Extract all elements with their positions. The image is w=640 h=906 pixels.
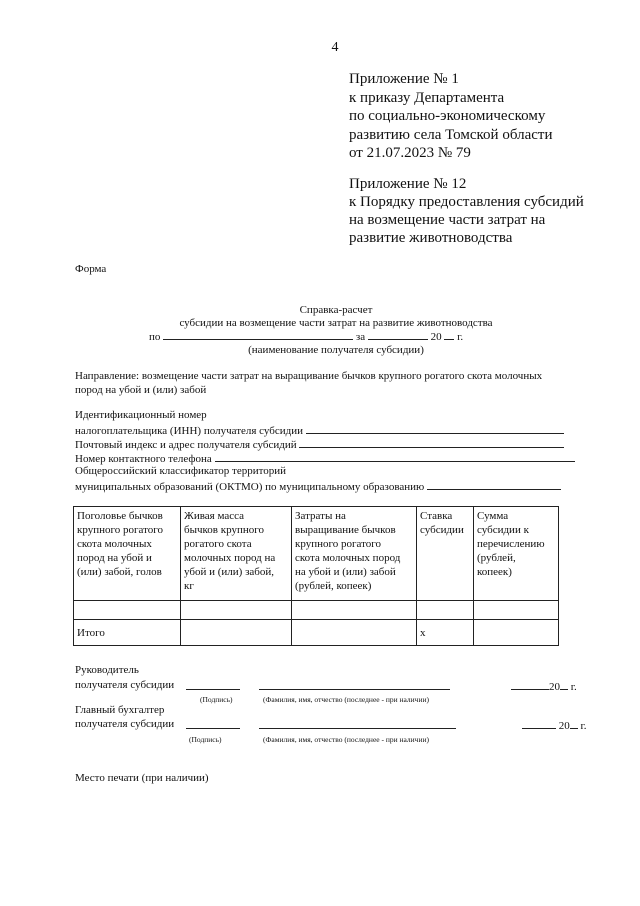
by-label: по: [149, 331, 161, 343]
head-label-line-1: Руководитель: [75, 664, 139, 676]
header-text: выращивание бычков: [295, 524, 396, 536]
head-date-field[interactable]: [511, 678, 549, 690]
oktmo-row: [75, 478, 561, 495]
phone-field[interactable]: [215, 450, 575, 462]
page-number: 4: [331, 40, 339, 55]
stamp-place-label: Место печати (при наличии): [75, 772, 209, 784]
head-name-field[interactable]: [259, 678, 450, 690]
header-text: пород на убой и: [77, 552, 152, 564]
head-label-line-2: получателя субсидии: [75, 679, 175, 691]
head-date-row: [511, 678, 577, 695]
accountant-year-field[interactable]: [570, 717, 578, 729]
inn-label-line-1: Идентификационный номер: [75, 409, 207, 421]
header-text: скота молочных: [77, 538, 152, 550]
year-suffix: г.: [457, 331, 464, 343]
header-amount: [474, 507, 559, 601]
year-label: 20: [558, 720, 570, 732]
table-total-row: [74, 620, 559, 646]
head-year-field[interactable]: [560, 678, 568, 690]
appendix-1-line: по социально-экономическому: [349, 108, 546, 124]
head-signature-field[interactable]: [186, 678, 240, 690]
header-text: рогатого скота: [184, 538, 252, 550]
header-text: субсидии к: [477, 524, 529, 536]
year-suffix: г.: [580, 720, 587, 732]
header-rate: [417, 507, 474, 601]
table-row: [74, 601, 559, 620]
header-text: Живая масса: [184, 510, 245, 522]
table-cell[interactable]: [474, 601, 559, 620]
header-text: убой и (или) забой,: [184, 566, 275, 578]
oktmo-label: муниципальных образований (ОКТМО) по муниципальному образованию: [75, 481, 425, 493]
appendix-12-title: Приложение № 12: [349, 176, 467, 192]
document-title: Справка-расчет: [299, 304, 373, 316]
year-suffix: г.: [570, 681, 577, 693]
oktmo-field[interactable]: [427, 478, 561, 490]
table-cell[interactable]: [292, 601, 417, 620]
header-text: скота молочных пород: [295, 552, 401, 564]
document-subtitle: субсидии на возмещение части затрат на развитие животноводства: [179, 317, 493, 329]
header-text: крупного рогатого: [77, 524, 163, 536]
accountant-signature-caption: (Подпись): [189, 735, 222, 744]
accountant-name-caption: (Фамилия, имя, отчество (последнее - при наличии): [263, 735, 429, 744]
accountant-date-row: [522, 717, 587, 734]
total-label: Итого: [74, 620, 181, 646]
appendix-1-line: развитию села Томской области: [349, 127, 553, 143]
header-text: кг: [184, 580, 194, 592]
period-field[interactable]: [368, 328, 428, 340]
total-rate-cross: х: [417, 620, 474, 646]
appendix-1-title: Приложение № 1: [349, 71, 459, 87]
year-label: 20: [549, 681, 560, 693]
accountant-label-line-1: Главный бухгалтер: [75, 704, 165, 716]
calculation-table: [73, 506, 559, 646]
accountant-signature-field[interactable]: [186, 717, 240, 729]
accountant-name-field[interactable]: [259, 717, 456, 729]
header-text: Ставка: [420, 510, 453, 522]
inn-field[interactable]: [306, 422, 564, 434]
header-text: Сумма: [477, 510, 509, 522]
recipient-caption: (наименование получателя субсидии): [248, 344, 424, 356]
header-text: (рублей, копеек): [295, 580, 372, 592]
recipient-name-field[interactable]: [163, 328, 353, 340]
header-text: (рублей,: [477, 552, 516, 564]
appendix-12-line: на возмещение части затрат на: [349, 212, 546, 228]
header-livestock-count: [74, 507, 181, 601]
direction-line-1: Направление: возмещение части затрат на выращивание бычков крупного рогатого скота молочных: [75, 370, 543, 382]
header-text: крупного рогатого: [295, 538, 381, 550]
appendix-1-line: от 21.07.2023 № 79: [349, 145, 471, 161]
table-cell[interactable]: [417, 601, 474, 620]
table-cell[interactable]: [181, 620, 292, 646]
header-text: Затраты на: [295, 510, 346, 522]
header-text: субсидии: [420, 524, 464, 536]
header-text: бычков крупного: [184, 524, 264, 536]
accountant-label-line-2: получателя субсидии: [75, 718, 175, 730]
table-cell[interactable]: [292, 620, 417, 646]
header-text: (или) забой, голов: [77, 566, 162, 578]
table-cell[interactable]: [181, 601, 292, 620]
accountant-date-field[interactable]: [522, 717, 556, 729]
header-text: Поголовье бычков: [77, 510, 163, 522]
oktmo-label-line-1: Общероссийский классификатор территорий: [75, 465, 287, 477]
address-label: Почтовый индекс и адрес получателя субсидий: [75, 439, 297, 451]
inn-label: налогоплательщика (ИНН) получателя субсидии: [75, 425, 304, 437]
table-cell[interactable]: [474, 620, 559, 646]
appendix-12-line: развитие животноводства: [349, 230, 513, 246]
header-text: на убой и (или) забой: [295, 566, 396, 578]
header-text: перечислению: [477, 538, 545, 550]
header-live-weight: [181, 507, 292, 601]
address-field[interactable]: [299, 436, 564, 448]
year-label: 20: [430, 331, 442, 343]
header-costs: [292, 507, 417, 601]
header-text: копеек): [477, 566, 512, 578]
phone-label: Номер контактного телефона: [75, 453, 212, 465]
appendix-12-line: к Порядку предоставления субсидий: [349, 194, 584, 210]
year-field[interactable]: [444, 328, 454, 340]
direction-line-2: пород на убой и (или) забой: [75, 384, 207, 396]
head-name-caption: (Фамилия, имя, отчество (последнее - при наличии): [263, 695, 429, 704]
form-label: Форма: [75, 263, 107, 275]
head-signature-caption: (Подпись): [200, 695, 233, 704]
table-header-row: [74, 507, 559, 601]
header-text: молочных пород на: [184, 552, 276, 564]
appendix-1-line: к приказу Департамента: [349, 90, 505, 106]
table-cell[interactable]: [74, 601, 181, 620]
for-label: за: [355, 331, 366, 343]
